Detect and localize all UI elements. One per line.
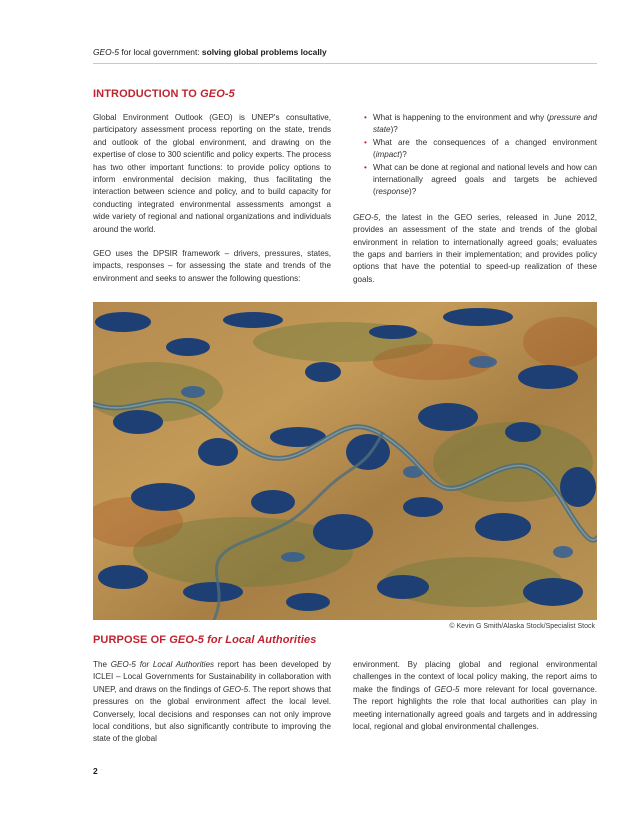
- bullet-icon: •: [364, 162, 367, 172]
- intro-paragraph-1: Global Environment Outlook (GEO) is UNEP's consultative, participatory assessment process reporting on the state, trends and outlook of the global environment, and drawing on the expertise of close to 300 scientific and policy experts. The process has two other important functions: to provide policy options to inform environmental decision making, thus facilitating the interaction between science and policy, and to build capacity for conducting integrated environmental assessments amongst a wide variety of regional and national organizations and individuals around the world.: [93, 113, 331, 234]
- intro-left-column: [93, 112, 331, 285]
- purpose-e: . The report shows that pressures on the global environment affect the local level. Conversely, local decisions and responses can not only improve local conditions, but also significantly contribute to improving the state of the global: [93, 684, 331, 744]
- q2-end: )?: [399, 150, 407, 160]
- running-header: [93, 47, 327, 57]
- intro-heading: [93, 88, 235, 100]
- purpose-paragraph-left: [93, 659, 331, 746]
- q3-italic: response: [375, 187, 409, 197]
- purpose-r-a: environment. By placing global and regional environmental challenges in the context of local policy making, the report aims to make the findings of: [353, 660, 597, 694]
- list-item: [364, 162, 597, 199]
- list-item: [364, 137, 597, 162]
- q2-text: What are the consequences of a changed environment (: [373, 137, 597, 160]
- q3-text: What can be done at regional and national levels and how can internationally agreed goals and targets be achieved (: [373, 162, 597, 197]
- purpose-r-b: GEO-5: [434, 684, 460, 694]
- intro-right-column: [353, 112, 597, 286]
- wetland-aerial-photo: [93, 302, 597, 620]
- para3-rest: , the latest in the GEO series, released in June 2012, provides an assessment of the state and trends of the global environment in relation to internationally agreed goals; evaluates the gaps and barriers in their implementation; and provides policy options that have the potential to speed-up realization of these goals.: [353, 212, 597, 284]
- page-number: 2: [93, 766, 98, 776]
- header-subtitle: solving global problems locally: [201, 47, 327, 57]
- bullet-icon: •: [364, 113, 367, 122]
- list-item: [364, 112, 597, 137]
- para3-italic: GEO-5: [353, 212, 379, 222]
- purpose-paragraph-right: [353, 659, 597, 733]
- purpose-r-c: more relevant for local governance. The report highlights the role that local authorities can play in meeting internationally agreed goals and targets and in addressing local, regional and global environmental challenges.: [353, 684, 597, 732]
- header-geo5: GEO-5: [93, 47, 120, 57]
- purpose-a: The: [93, 660, 111, 669]
- q1-italic: pressure and state: [373, 113, 597, 135]
- purpose-right-column: [353, 659, 597, 733]
- intro-heading-prefix: INTRODUCTION TO: [93, 88, 201, 100]
- purpose-b: GEO-5 for Local Authorities: [110, 660, 214, 669]
- purpose-heading-italic: GEO-5 for Local Authorities: [169, 634, 317, 646]
- q1-end: )?: [390, 125, 398, 135]
- purpose-d: GEO-5: [222, 684, 249, 694]
- wetland-photo-illustration: [93, 302, 597, 620]
- purpose-heading-prefix: PURPOSE OF: [93, 634, 170, 646]
- photo-credit: © Kevin G Smith/Alaska Stock/Specialist Stock: [449, 623, 595, 630]
- q1-text: What is happening to the environment and why (: [373, 113, 550, 122]
- purpose-heading: [93, 634, 316, 646]
- q2-italic: impact: [375, 150, 400, 160]
- q3-end: )?: [409, 187, 417, 197]
- header-mid: for local government:: [119, 47, 202, 57]
- intro-heading-italic: GEO-5: [200, 88, 235, 100]
- bullet-icon: •: [364, 137, 367, 147]
- dpsir-question-list: [353, 112, 597, 199]
- purpose-left-column: [93, 659, 331, 746]
- purpose-c: report has been developed by ICLEI – Local Governments for Sustainability in collaboration with UNEP, and draws on the findings of: [93, 660, 331, 694]
- header-rule: [93, 63, 597, 64]
- intro-paragraph-3: [353, 212, 597, 286]
- intro-paragraph-2: GEO uses the DPSIR framework – drivers, pressures, states, impacts, responses – for assessing the state and trends of the environment and seeks to answer the following questions:: [93, 249, 331, 283]
